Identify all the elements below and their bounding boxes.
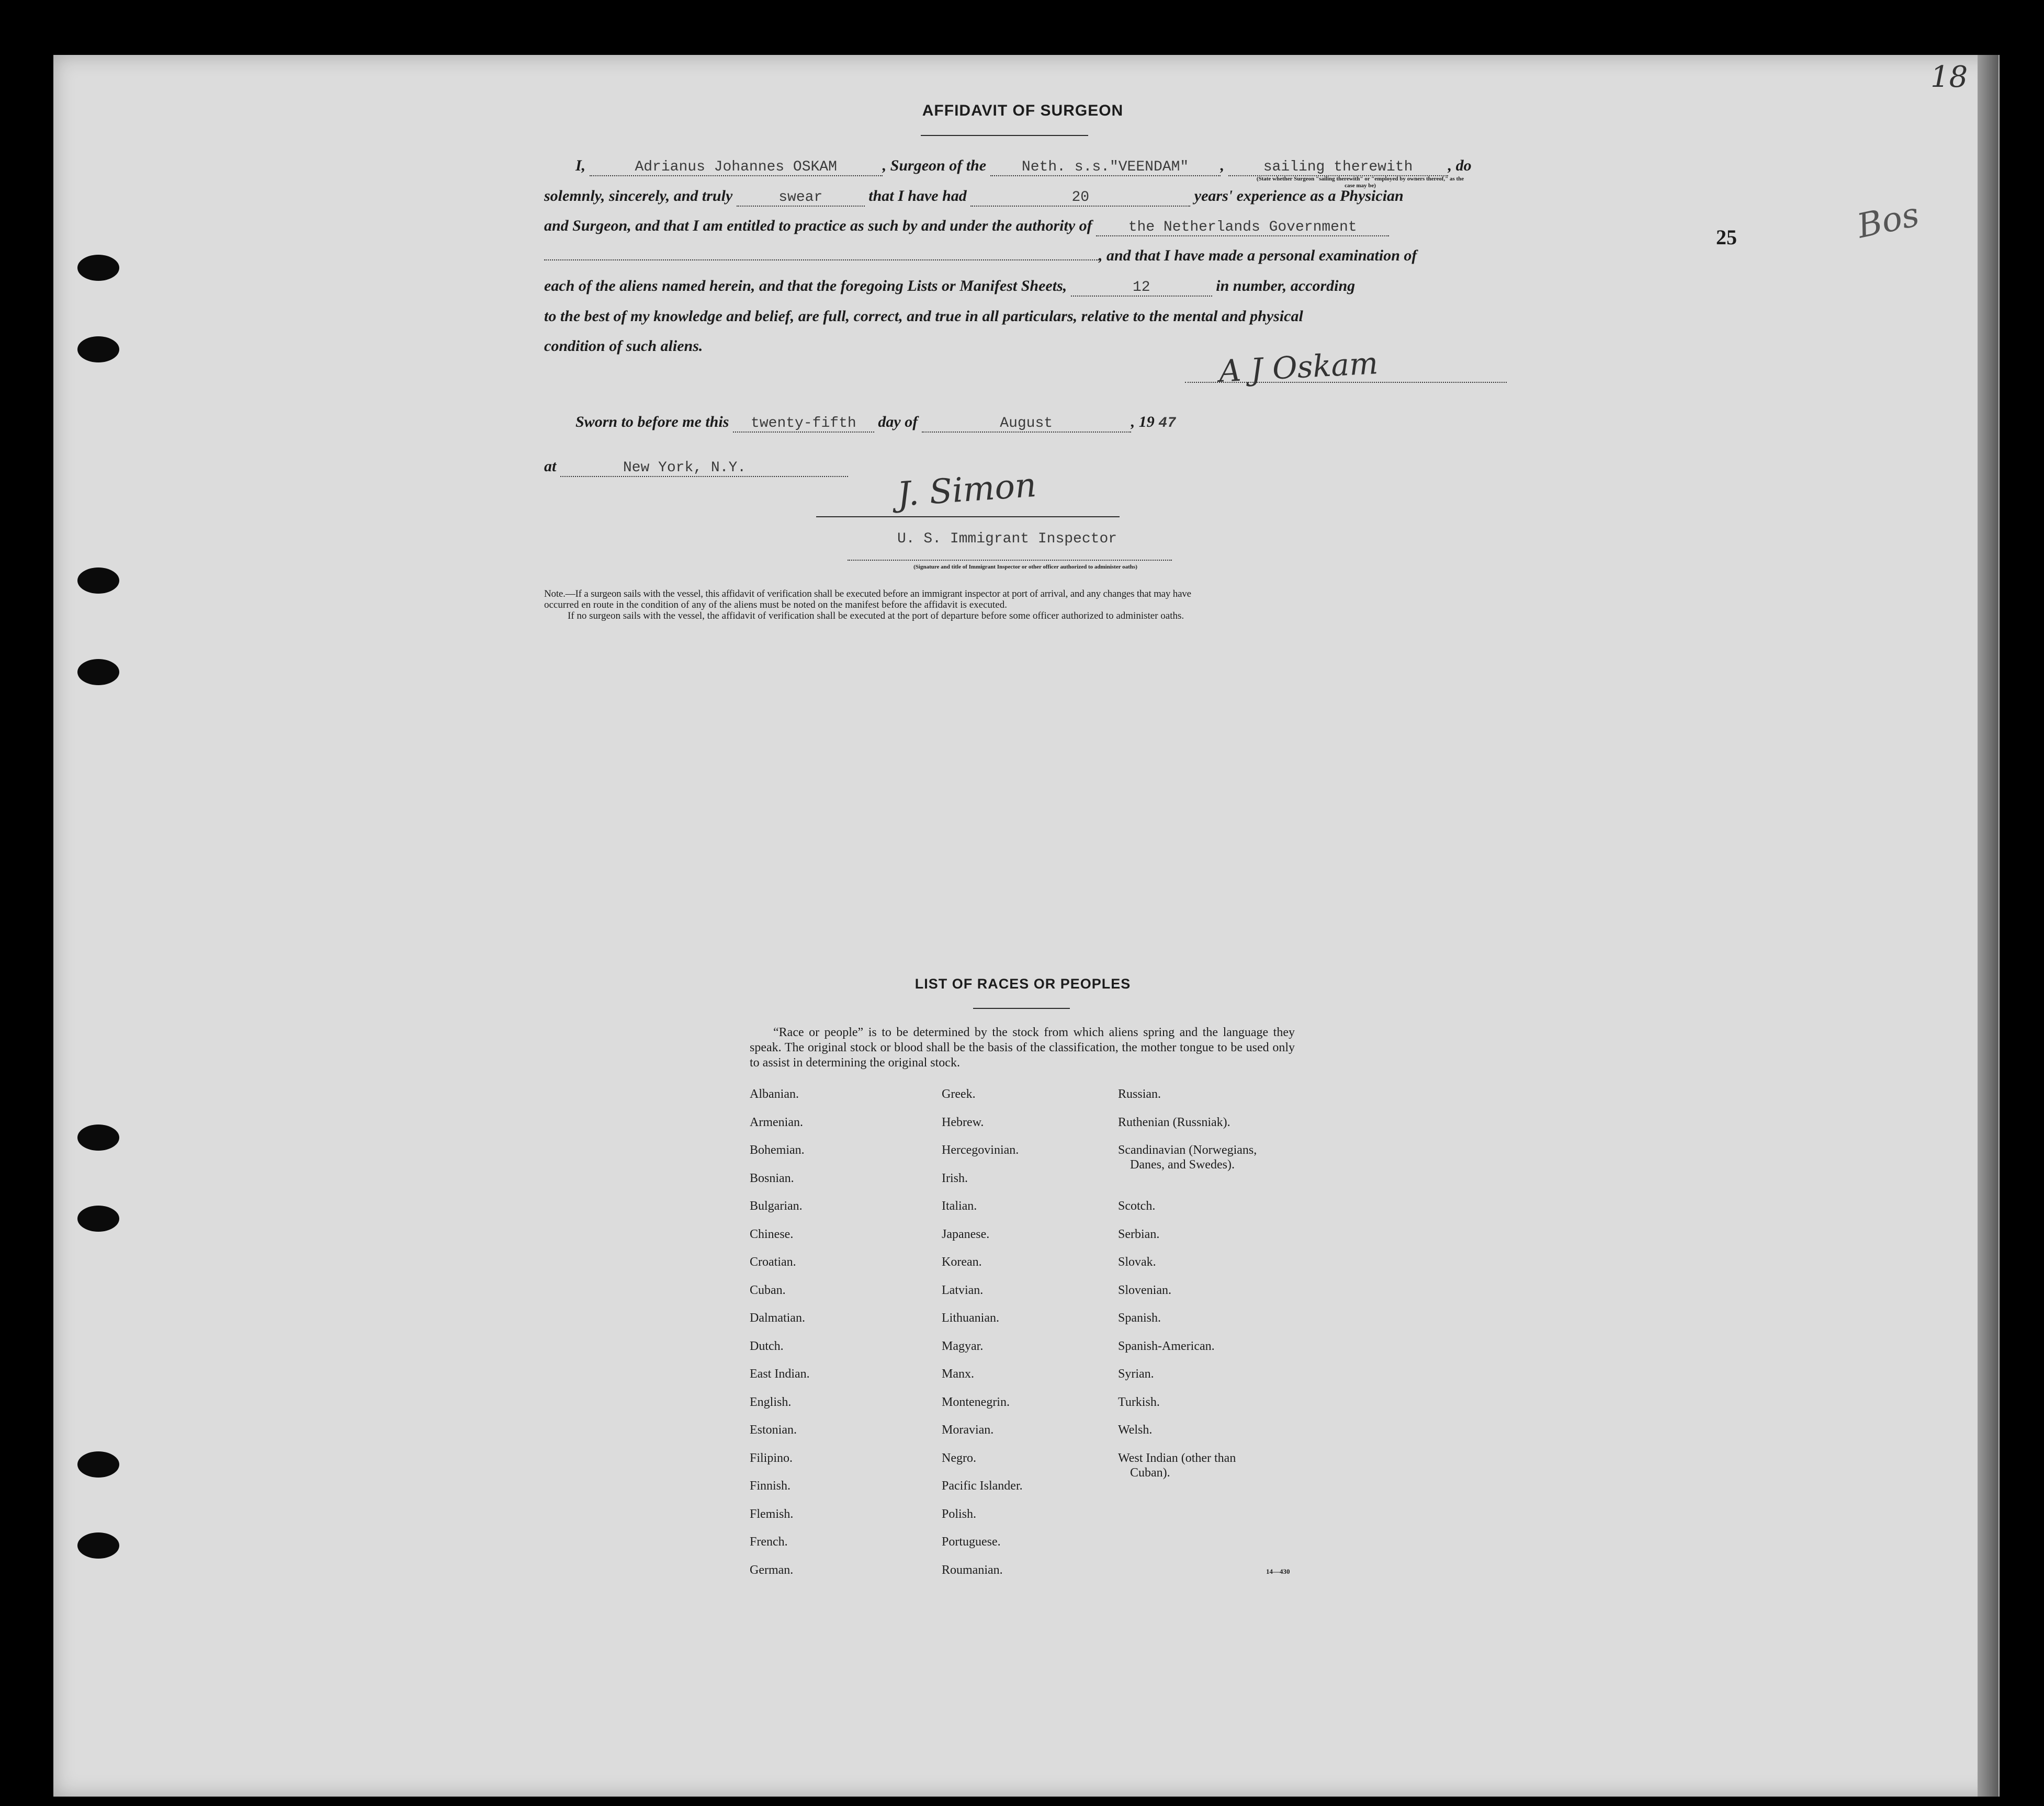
sworn-line: [575, 413, 1176, 433]
affidavit-line-1: [575, 157, 1472, 176]
punch-hole: [77, 1206, 119, 1232]
surgeon-name-field: Adrianus Johannes OSKAM: [590, 159, 883, 176]
years-field: 20: [970, 189, 1190, 207]
race-item: Cuban).: [1130, 1466, 1170, 1480]
status-note: (State whether Surgeon "sailing therewith" or "employed by owners thereof," as the case may be): [1256, 176, 1464, 189]
punch-hole: [77, 659, 119, 685]
text: ,: [1220, 157, 1225, 174]
page-title: AFFIDAVIT OF SURGEON: [922, 102, 1124, 119]
punch-hole: [77, 1532, 119, 1559]
race-item: Spanish.: [1118, 1311, 1161, 1325]
race-item: Portuguese.: [942, 1535, 1001, 1549]
race-item: Scandinavian (Norwegians,: [1118, 1143, 1257, 1157]
race-item: East Indian.: [750, 1367, 810, 1381]
text: day of: [878, 413, 918, 430]
race-item: Irish.: [942, 1171, 968, 1185]
inspector-title-line: [848, 560, 1172, 561]
race-item: Cuban.: [750, 1283, 786, 1297]
race-item: Russian.: [1118, 1087, 1161, 1101]
sheet-number: 25: [1716, 225, 1737, 249]
race-item: German.: [750, 1563, 794, 1577]
surgeon-signature-line: [1185, 382, 1507, 383]
punch-hole: [77, 1451, 119, 1478]
races-title: LIST OF RACES OR PEOPLES: [914, 976, 1131, 992]
punch-hole: [77, 336, 119, 362]
vessel-field: Neth. s.s."VEENDAM": [990, 159, 1221, 176]
note-line-1: Note.—If a surgeon sails with the vessel, this affidavit of verification shall be executed before an immigrant inspector at port of arrival, and any changes that may have: [544, 588, 1191, 599]
race-item: Negro.: [942, 1451, 976, 1465]
inspector-title-note: (Signature and title of Immigrant Inspector or other officer authorized to administer oaths): [913, 564, 1137, 570]
race-item: Finnish.: [750, 1479, 791, 1493]
surgeon-signature: A J Oskam: [1218, 345, 1379, 389]
race-item: West Indian (other than: [1118, 1451, 1236, 1465]
oath-field: swear: [737, 189, 865, 207]
race-item: Scotch.: [1118, 1199, 1156, 1213]
race-item: Pacific Islander.: [942, 1479, 1023, 1493]
sworn-year: 47: [1158, 415, 1176, 431]
text: I,: [575, 157, 586, 174]
race-item: Hercegovinian.: [942, 1143, 1019, 1157]
race-item: French.: [750, 1535, 788, 1549]
text: years' experience as a Physician: [1194, 187, 1404, 205]
title-underline: [921, 135, 1088, 136]
note-block: [544, 588, 1507, 621]
text: , 19: [1131, 413, 1155, 430]
race-item: Estonian.: [750, 1423, 797, 1437]
race-item: English.: [750, 1395, 792, 1409]
race-item: Hebrew.: [942, 1115, 984, 1129]
form-number: 14—430: [1266, 1568, 1290, 1575]
race-item: Greek.: [942, 1087, 976, 1101]
text: that I have had: [868, 187, 967, 205]
race-item: Lithuanian.: [942, 1311, 999, 1325]
text: , Surgeon of the: [882, 157, 987, 174]
sworn-place-line: [544, 458, 848, 477]
race-item: Danes, and Swedes).: [1130, 1158, 1235, 1172]
page-edge: [1978, 55, 1998, 1797]
race-item: Dalmatian.: [750, 1311, 805, 1325]
race-item: Slovak.: [1118, 1255, 1156, 1269]
race-item: Filipino.: [750, 1451, 793, 1465]
race-item: Serbian.: [1118, 1227, 1160, 1241]
race-item: Armenian.: [750, 1115, 803, 1129]
race-item: Bosnian.: [750, 1171, 794, 1185]
race-item: Croatian.: [750, 1255, 796, 1269]
race-item: Korean.: [942, 1255, 982, 1269]
punch-hole: [77, 567, 119, 594]
affidavit-line-4: [544, 247, 1417, 265]
text: , and that I have made a personal examination of: [1099, 247, 1417, 264]
race-item: Welsh.: [1118, 1423, 1153, 1437]
race-item: Chinese.: [750, 1227, 794, 1241]
race-item: Ruthenian (Russniak).: [1118, 1115, 1230, 1129]
note-line-2: occurred en route in the condition of any of the aliens must be noted on the manifest before the affidavit is executed.: [544, 599, 1007, 610]
affidavit-line-2: [544, 187, 1404, 207]
races-intro: “Race or people” is to be determined by the stock from which aliens spring and the language they speak. The original stock or blood shall be the basis of the classification, the mother tongue to be used only to assist in determining the original stock.: [750, 1026, 1295, 1070]
race-item: Montenegrin.: [942, 1395, 1010, 1409]
race-item: Manx.: [942, 1367, 974, 1381]
text: , do: [1448, 157, 1472, 174]
sheets-field: 12: [1071, 279, 1212, 297]
page-mark: 18: [1930, 60, 1968, 94]
affidavit-line-7: condition of such aliens.: [544, 337, 703, 355]
text: in number, according: [1216, 277, 1356, 294]
authority-continued-field: [544, 259, 1099, 260]
affidavit-line-5: [544, 277, 1355, 297]
text: each of the aliens named herein, and that the foregoing Lists or Manifest Sheets,: [544, 277, 1067, 294]
text: Sworn to before me this: [575, 413, 729, 430]
text: at: [544, 458, 557, 475]
note-line-3: If no surgeon sails with the vessel, the affidavit of verification shall be executed at the port of departure before some officer authorized to administer oaths.: [568, 610, 1184, 621]
race-item: Bohemian.: [750, 1143, 805, 1157]
race-item: Dutch.: [750, 1339, 784, 1353]
inspector-signature: J. Simon: [896, 465, 1038, 515]
race-item: Latvian.: [942, 1283, 984, 1297]
race-item: Albanian.: [750, 1087, 799, 1101]
race-item: Slovenian.: [1118, 1283, 1171, 1297]
race-item: Spanish-American.: [1118, 1339, 1215, 1353]
race-item: Turkish.: [1118, 1395, 1160, 1409]
status-field: sailing therewith: [1228, 159, 1448, 176]
race-item: Japanese.: [942, 1227, 990, 1241]
race-item: Polish.: [942, 1507, 977, 1521]
punch-hole: [77, 255, 119, 281]
race-item: Magyar.: [942, 1339, 984, 1353]
authority-field: the Netherlands Government: [1096, 219, 1389, 236]
race-item: Bulgarian.: [750, 1199, 803, 1213]
inspector-signature-line: [816, 516, 1120, 517]
affidavit-line-3: [544, 217, 1389, 236]
races-title-underline: [973, 1008, 1070, 1009]
text: solemnly, sincerely, and truly: [544, 187, 733, 205]
pencil-note: Bos: [1854, 195, 1923, 246]
race-item: Flemish.: [750, 1507, 794, 1521]
affidavit-line-6: to the best of my knowledge and belief, are full, correct, and true in all particulars, relative to the mental and physical: [544, 308, 1303, 325]
race-item: Moravian.: [942, 1423, 994, 1437]
inspector-title: U. S. Immigrant Inspector: [897, 531, 1117, 547]
sworn-month-field: August: [922, 415, 1131, 433]
sworn-day-field: twenty-fifth: [733, 415, 874, 433]
place-field: New York, N.Y.: [560, 460, 848, 477]
race-item: Roumanian.: [942, 1563, 1003, 1577]
text: and Surgeon, and that I am entitled to practice as such by and under the authority of: [544, 217, 1092, 234]
race-item: Italian.: [942, 1199, 977, 1213]
punch-hole: [77, 1125, 119, 1151]
race-item: Syrian.: [1118, 1367, 1154, 1381]
